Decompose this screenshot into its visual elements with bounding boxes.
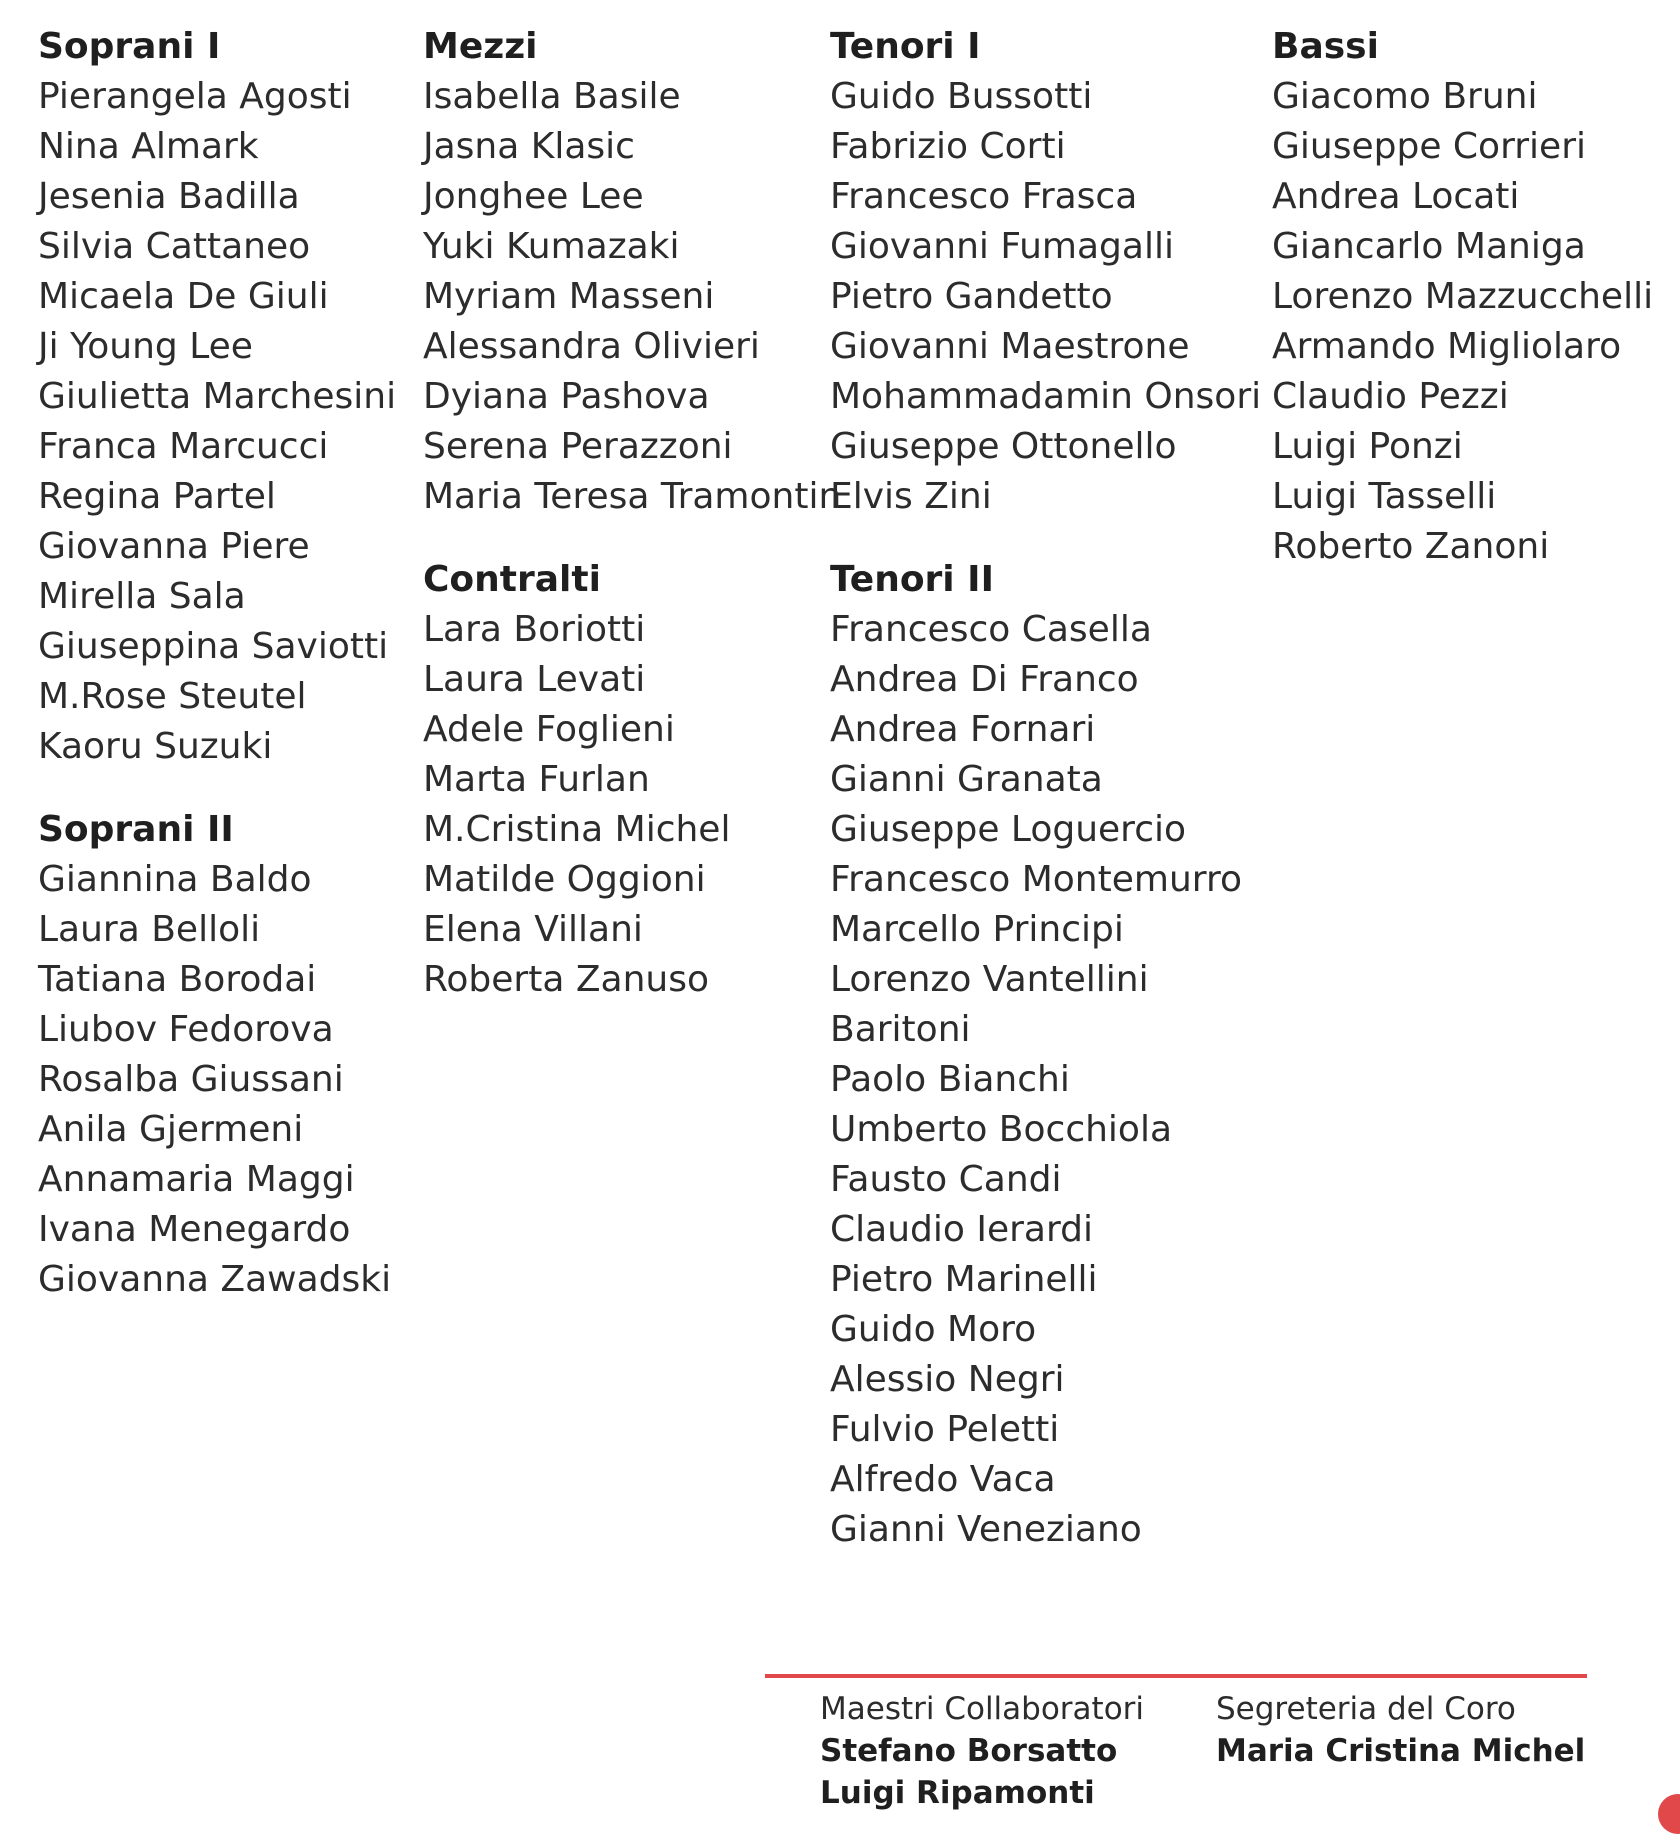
choir-member: Serena Perazzoni bbox=[423, 426, 733, 467]
name-list bbox=[38, 72, 396, 772]
choir-member: Andrea Fornari bbox=[830, 709, 1096, 750]
choir-member: Francesco Montemurro bbox=[830, 859, 1242, 900]
choir-member: Alfredo Vaca bbox=[830, 1459, 1056, 1500]
choir-member: Fulvio Peletti bbox=[830, 1409, 1060, 1450]
choir-member: Jonghee Lee bbox=[423, 176, 644, 217]
choir-member: Claudio Ierardi bbox=[830, 1209, 1093, 1250]
section-title: Soprani I bbox=[38, 26, 221, 67]
name-list bbox=[830, 605, 1261, 1005]
credit-name: Maria Cristina Michel bbox=[1216, 1733, 1586, 1769]
choir-member: M.Cristina Michel bbox=[423, 809, 731, 850]
choir-member: Francesco Frasca bbox=[830, 176, 1138, 217]
section-title: Contralti bbox=[423, 559, 601, 600]
column-4 bbox=[1272, 22, 1653, 572]
credit-name: Luigi Ripamonti bbox=[820, 1775, 1095, 1811]
choir-member: Laura Belloli bbox=[38, 909, 261, 950]
choir-member: Giovanni Fumagalli bbox=[830, 226, 1174, 267]
section-baritoni bbox=[830, 1005, 1261, 1555]
section-title: Mezzi bbox=[423, 26, 538, 67]
choir-member: Marcello Principi bbox=[830, 909, 1124, 950]
choir-member: Silvia Cattaneo bbox=[38, 226, 311, 267]
choir-member: Laura Levati bbox=[423, 659, 646, 700]
choir-member: Giannina Baldo bbox=[38, 859, 312, 900]
choir-member: Maria Teresa Tramontin bbox=[423, 476, 842, 517]
section-mezzi bbox=[423, 22, 841, 522]
accent-divider bbox=[765, 1674, 1587, 1678]
choir-member: Mohammadamin Onsori bbox=[830, 376, 1262, 417]
choir-member: Gianni Veneziano bbox=[830, 1509, 1142, 1550]
choir-member: Rosalba Giussani bbox=[38, 1059, 344, 1100]
section-tenori-i bbox=[830, 22, 1261, 522]
choir-member: Roberto Zanoni bbox=[1272, 526, 1550, 567]
choir-member: Paolo Bianchi bbox=[830, 1059, 1070, 1100]
choir-member: Mirella Sala bbox=[38, 576, 246, 617]
choir-member: Jesenia Badilla bbox=[38, 176, 300, 217]
choir-member: Fabrizio Corti bbox=[830, 126, 1066, 167]
column-2 bbox=[423, 22, 841, 1005]
choir-member: Gianni Granata bbox=[830, 759, 1103, 800]
corner-accent-mark bbox=[1658, 1794, 1680, 1834]
section-soprani-ii bbox=[38, 805, 396, 1305]
credit-label: Segreteria del Coro bbox=[1216, 1691, 1516, 1727]
section-title: Tenori I bbox=[830, 26, 981, 67]
choir-member: Pietro Marinelli bbox=[830, 1259, 1098, 1300]
choir-member: Giulietta Marchesini bbox=[38, 376, 397, 417]
choir-member: Luigi Tasselli bbox=[1272, 476, 1497, 517]
choir-member: Andrea Locati bbox=[1272, 176, 1520, 217]
name-list bbox=[1272, 72, 1653, 572]
section-subtitle: Baritoni bbox=[830, 1009, 971, 1050]
choir-member: Adele Foglieni bbox=[423, 709, 675, 750]
credit-segreteria-del-coro bbox=[1216, 1688, 1585, 1772]
choir-member: Tatiana Borodai bbox=[38, 959, 317, 1000]
choir-member: Franca Marcucci bbox=[38, 426, 329, 467]
choir-member: Giacomo Bruni bbox=[1272, 76, 1538, 117]
choir-member: Fausto Candi bbox=[830, 1159, 1062, 1200]
choir-member: Liubov Fedorova bbox=[38, 1009, 334, 1050]
choir-member: Giuseppina Saviotti bbox=[38, 626, 389, 667]
section-contralti bbox=[423, 555, 841, 1005]
name-list bbox=[423, 72, 841, 522]
choir-member: Elvis Zini bbox=[830, 476, 992, 517]
choir-member: Matilde Oggioni bbox=[423, 859, 706, 900]
choir-member: Andrea Di Franco bbox=[830, 659, 1139, 700]
choir-member: Alessandra Olivieri bbox=[423, 326, 760, 367]
choir-member: Luigi Ponzi bbox=[1272, 426, 1463, 467]
choir-member: Armando Migliolaro bbox=[1272, 326, 1622, 367]
choir-member: Lorenzo Mazzucchelli bbox=[1272, 276, 1654, 317]
choir-member: Pierangela Agosti bbox=[38, 76, 352, 117]
choir-member: Giancarlo Maniga bbox=[1272, 226, 1586, 267]
choir-member: Alessio Negri bbox=[830, 1359, 1065, 1400]
choir-member: Umberto Bocchiola bbox=[830, 1109, 1173, 1150]
choir-member: Roberta Zanuso bbox=[423, 959, 709, 1000]
choir-member: Lara Boriotti bbox=[423, 609, 646, 650]
section-title: Soprani II bbox=[38, 809, 234, 850]
choir-member: Giovanna Zawadski bbox=[38, 1259, 392, 1300]
choir-member: Giuseppe Ottonello bbox=[830, 426, 1177, 467]
credit-maestri-collaboratori bbox=[820, 1688, 1144, 1814]
name-list bbox=[38, 855, 396, 1305]
name-list bbox=[830, 72, 1261, 522]
choir-member: Ji Young Lee bbox=[38, 326, 253, 367]
choir-member: Claudio Pezzi bbox=[1272, 376, 1509, 417]
choir-member: Guido Bussotti bbox=[830, 76, 1093, 117]
section-tenori-ii bbox=[830, 555, 1261, 1005]
choir-member: Regina Partel bbox=[38, 476, 276, 517]
section-bassi bbox=[1272, 22, 1653, 572]
choir-member: Marta Furlan bbox=[423, 759, 650, 800]
choir-member: Ivana Menegardo bbox=[38, 1209, 351, 1250]
choir-member: M.Rose Steutel bbox=[38, 676, 307, 717]
choir-member: Yuki Kumazaki bbox=[423, 226, 680, 267]
choir-member: Annamaria Maggi bbox=[38, 1159, 355, 1200]
section-title: Bassi bbox=[1272, 26, 1379, 67]
choir-member: Guido Moro bbox=[830, 1309, 1037, 1350]
column-1 bbox=[38, 22, 396, 1305]
credit-label: Maestri Collaboratori bbox=[820, 1691, 1145, 1727]
choir-member: Elena Villani bbox=[423, 909, 643, 950]
choir-member: Nina Almark bbox=[38, 126, 259, 167]
choir-member: Jasna Klasic bbox=[423, 126, 635, 167]
section-soprani-i bbox=[38, 22, 396, 772]
choir-member: Giuseppe Loguercio bbox=[830, 809, 1187, 850]
name-list bbox=[423, 605, 841, 1005]
column-3 bbox=[830, 22, 1261, 1555]
choir-member: Dyiana Pashova bbox=[423, 376, 710, 417]
choir-member: Myriam Masseni bbox=[423, 276, 715, 317]
choir-member: Lorenzo Vantellini bbox=[830, 959, 1149, 1000]
choir-member: Pietro Gandetto bbox=[830, 276, 1113, 317]
choir-member: Isabella Basile bbox=[423, 76, 681, 117]
name-list bbox=[830, 1055, 1261, 1555]
credit-name: Stefano Borsatto bbox=[820, 1733, 1118, 1769]
choir-member: Giovanni Maestrone bbox=[830, 326, 1190, 367]
choir-member: Micaela De Giuli bbox=[38, 276, 329, 317]
choir-member: Giuseppe Corrieri bbox=[1272, 126, 1586, 167]
choir-member: Giovanna Piere bbox=[38, 526, 310, 567]
section-title: Tenori II bbox=[830, 559, 994, 600]
choir-member: Anila Gjermeni bbox=[38, 1109, 304, 1150]
choir-member: Francesco Casella bbox=[830, 609, 1152, 650]
choir-member: Kaoru Suzuki bbox=[38, 726, 273, 767]
